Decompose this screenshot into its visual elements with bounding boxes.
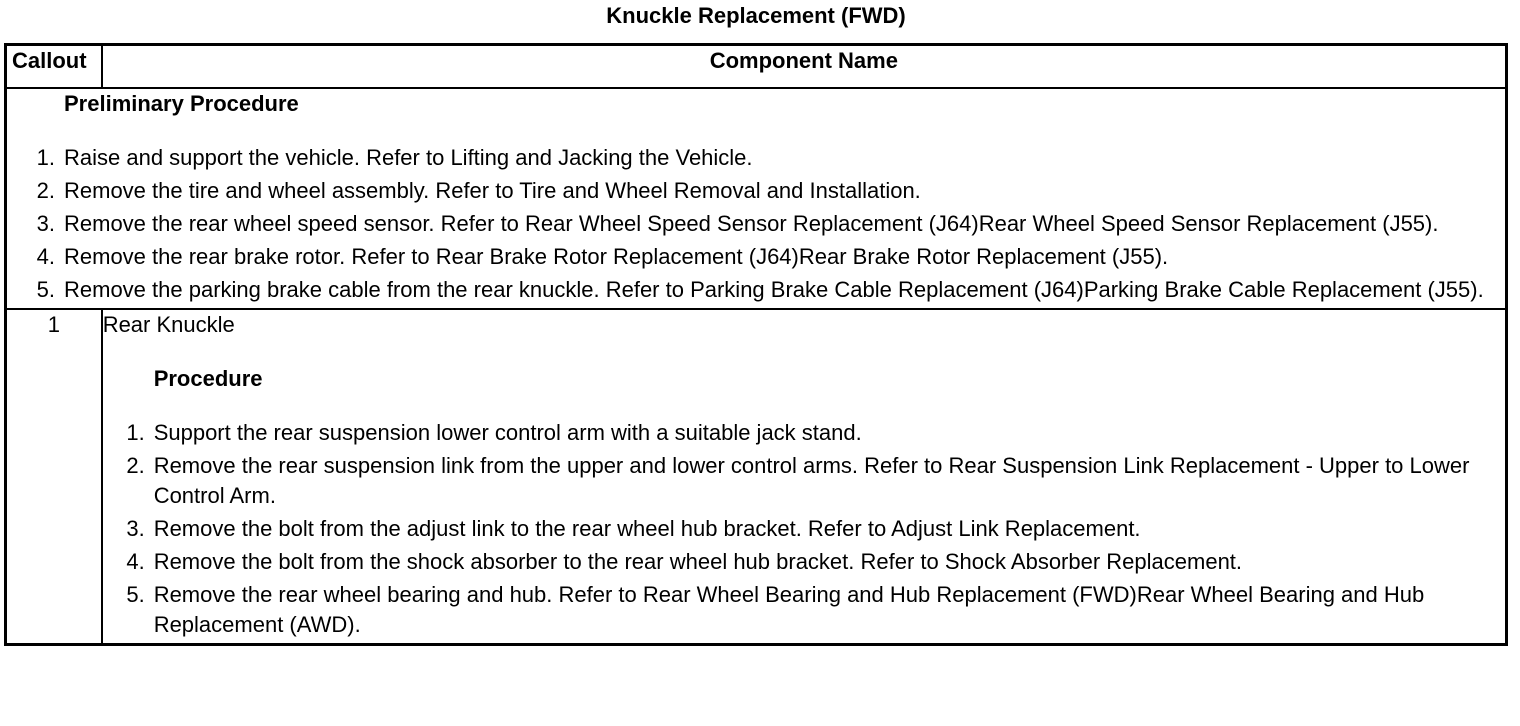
- step-text: Raise and support the vehicle. Refer to Lifting and Jacking the Vehicle.: [64, 145, 753, 170]
- component-name: Rear Knuckle: [102, 312, 235, 337]
- table-row: [6, 309, 1507, 645]
- page-title: Knuckle Replacement (FWD): [606, 3, 906, 28]
- step-number: 1.: [126, 420, 145, 445]
- step-item: [103, 451, 1505, 511]
- step-text: Remove the rear suspension link from the upper and lower control arms. Refer to Rear Suspension Link Replacement - Upper to Lower Control Arm.: [153, 453, 1470, 508]
- step-text: Remove the tire and wheel assembly. Refer to Tire and Wheel Removal and Installation.: [64, 178, 921, 203]
- header-row: [6, 45, 1507, 89]
- preliminary-cell: [6, 88, 1507, 309]
- preliminary-steps: [7, 143, 1505, 305]
- step-item: [103, 514, 1505, 544]
- step-number: 3.: [36, 211, 55, 236]
- step-text: Remove the rear wheel bearing and hub. Refer to Rear Wheel Bearing and Hub Replacement (FWD)Rear Wheel Bearing and Hub Replacement (AWD).: [153, 582, 1425, 637]
- component-name-header: Component Name: [102, 45, 1507, 89]
- step-number: 5.: [126, 582, 145, 607]
- step-number: 4.: [126, 549, 145, 574]
- procedure-table: [4, 43, 1508, 646]
- step-number: 4.: [36, 244, 55, 269]
- component-cell: [102, 309, 1507, 645]
- step-item: [7, 242, 1505, 272]
- step-text: Remove the rear brake rotor. Refer to Rear Brake Rotor Replacement (J64)Rear Brake Rotor Replacement (J55).: [64, 244, 1169, 269]
- procedure-steps: [103, 418, 1505, 640]
- callout-number: 1: [6, 309, 102, 645]
- step-item: [7, 275, 1505, 305]
- step-number: 1.: [36, 145, 55, 170]
- preliminary-row: [6, 88, 1507, 309]
- step-text: Remove the rear wheel speed sensor. Refer to Rear Wheel Speed Sensor Replacement (J64)Rear Wheel Speed Sensor Replacement (J55).: [64, 211, 1439, 236]
- step-text: Support the rear suspension lower control arm with a suitable jack stand.: [153, 420, 862, 445]
- step-number: 2.: [36, 178, 55, 203]
- step-text: Remove the parking brake cable from the rear knuckle. Refer to Parking Brake Cable Replacement (J64)Parking Brake Cable Replacement (J55).: [64, 277, 1484, 302]
- step-item: [103, 580, 1505, 640]
- step-item: [103, 547, 1505, 577]
- step-item: [7, 143, 1505, 173]
- step-text: Remove the bolt from the shock absorber to the rear wheel hub bracket. Refer to Shock Absorber Replacement.: [153, 549, 1243, 574]
- preliminary-heading: Preliminary Procedure: [64, 91, 299, 116]
- step-text: Remove the bolt from the adjust link to the rear wheel hub bracket. Refer to Adjust Link Replacement.: [153, 516, 1141, 541]
- step-number: 3.: [126, 516, 145, 541]
- callout-header: Callout: [6, 45, 102, 89]
- step-item: [103, 418, 1505, 448]
- step-item: [7, 176, 1505, 206]
- step-item: [7, 209, 1505, 239]
- procedure-heading: Procedure: [153, 366, 263, 391]
- step-number: 2.: [126, 453, 145, 478]
- step-number: 5.: [36, 277, 55, 302]
